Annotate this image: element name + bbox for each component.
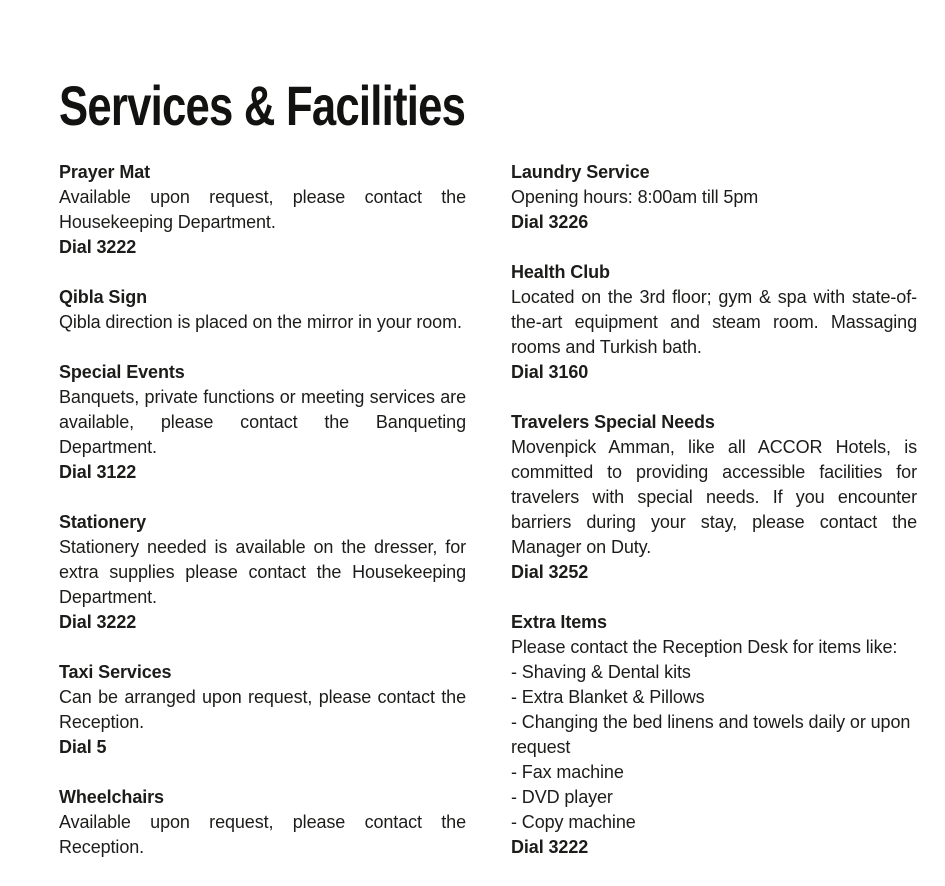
right-column bbox=[511, 160, 917, 885]
section-heading: Health Club bbox=[511, 262, 610, 282]
dial-number: Dial 3226 bbox=[511, 212, 589, 232]
section-heading: Qibla Sign bbox=[59, 287, 148, 307]
section-body: Available upon request, please contact the Housekeeping Department. bbox=[59, 187, 466, 232]
section-stationery bbox=[59, 510, 466, 635]
dial-number: Dial 5 bbox=[59, 737, 107, 757]
dial-number: Dial 3222 bbox=[511, 837, 589, 857]
two-column-layout bbox=[0, 134, 945, 885]
section-heading: Travelers Special Needs bbox=[511, 412, 715, 432]
dial-number: Dial 3160 bbox=[511, 362, 589, 382]
section-heading: Wheelchairs bbox=[59, 787, 164, 807]
section-body: Opening hours: 8:00am till 5pm bbox=[511, 187, 759, 207]
list-item: - Fax machine bbox=[511, 762, 624, 782]
list-item: - Copy machine bbox=[511, 812, 636, 832]
title-block bbox=[0, 0, 945, 137]
section-travelers-special-needs bbox=[511, 410, 917, 585]
section-heading: Prayer Mat bbox=[59, 162, 151, 182]
section-body: Located on the 3rd floor; gym & spa with state-of-the-art equipment and steam room. Massaging rooms and Turkish bath. bbox=[511, 287, 917, 357]
section-laundry-service bbox=[511, 160, 917, 235]
page-title: Services & Facilities bbox=[59, 74, 466, 137]
dial-number: Dial 3122 bbox=[59, 462, 137, 482]
dial-number: Dial 3252 bbox=[511, 562, 589, 582]
section-body: Movenpick Amman, like all ACCOR Hotels, is committed to providing accessible facilities for travelers with special needs. If you encounter barriers during your stay, please contact the Manager on Duty. bbox=[511, 437, 917, 557]
list-item: - DVD player bbox=[511, 787, 613, 807]
section-health-club bbox=[511, 260, 917, 385]
list-item: - Changing the bed linens and towels daily or upon request bbox=[511, 712, 911, 757]
section-intro: Please contact the Reception Desk for items like: bbox=[511, 637, 898, 657]
section-prayer-mat bbox=[59, 160, 466, 260]
section-body: Qibla direction is placed on the mirror in your room. bbox=[59, 312, 462, 332]
dial-number: Dial 3222 bbox=[59, 612, 137, 632]
section-heading: Extra Items bbox=[511, 612, 607, 632]
list-item: - Shaving & Dental kits bbox=[511, 662, 691, 682]
section-body: Stationery needed is available on the dresser, for extra supplies please contact the Housekeeping Department. bbox=[59, 537, 466, 607]
list-item: - Extra Blanket & Pillows bbox=[511, 687, 705, 707]
section-body: Can be arranged upon request, please contact the Reception. bbox=[59, 687, 466, 732]
section-extra-items bbox=[511, 610, 917, 860]
dial-number: Dial 3222 bbox=[59, 237, 137, 257]
left-column bbox=[59, 160, 466, 885]
section-body: Banquets, private functions or meeting services are available, please contact the Banqueting Department. bbox=[59, 387, 466, 457]
section-heading: Taxi Services bbox=[59, 662, 172, 682]
section-heading: Special Events bbox=[59, 362, 185, 382]
section-wheelchairs bbox=[59, 785, 466, 860]
section-qibla-sign bbox=[59, 285, 466, 335]
section-body: Available upon request, please contact the Reception. bbox=[59, 812, 466, 857]
section-heading: Stationery bbox=[59, 512, 147, 532]
section-taxi-services bbox=[59, 660, 466, 760]
section-special-events bbox=[59, 360, 466, 485]
section-heading: Laundry Service bbox=[511, 162, 650, 182]
